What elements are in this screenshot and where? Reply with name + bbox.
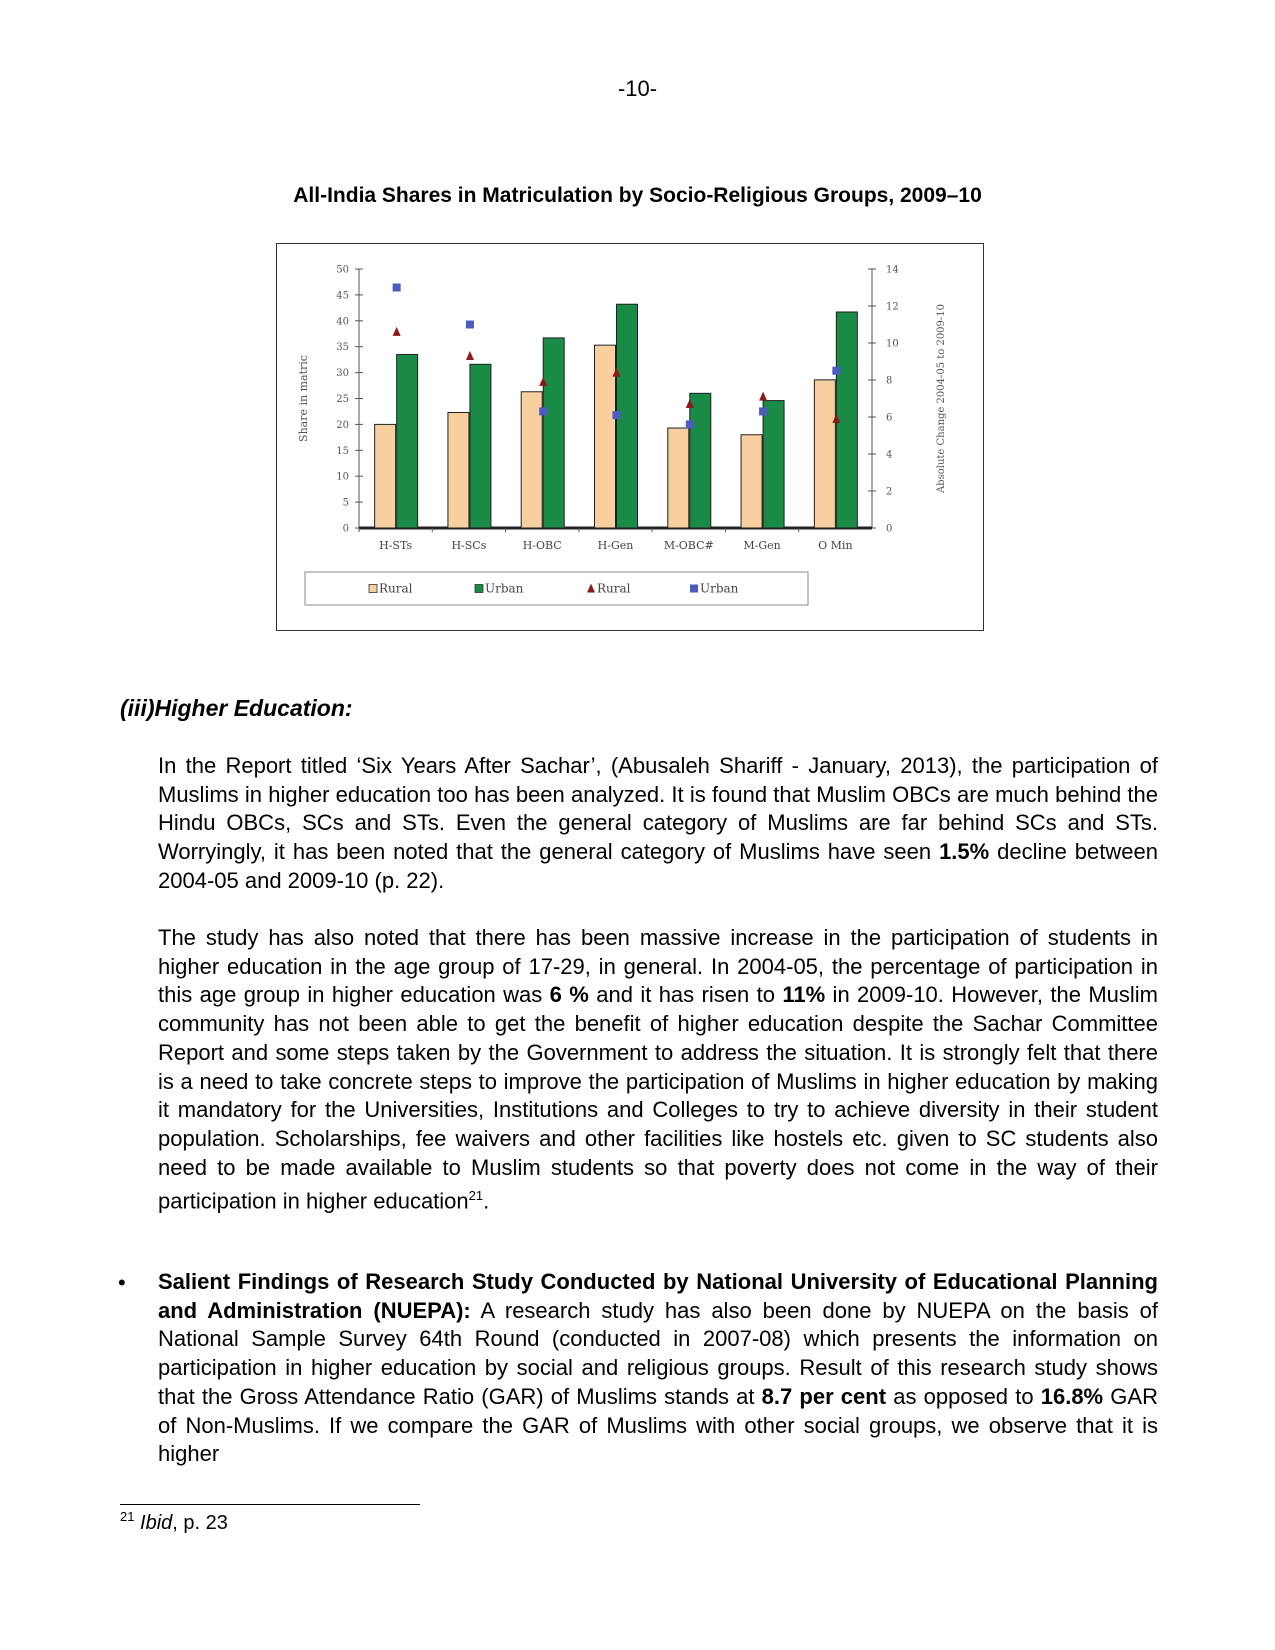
- y-left-tick-label: 30: [336, 368, 349, 380]
- x-tick-label: H-OBC: [522, 539, 562, 552]
- x-tick-label: H-STs: [379, 539, 413, 552]
- bar-urban-h-sts: [397, 354, 418, 528]
- y-left-tick-label: 50: [336, 264, 349, 276]
- marker-triangle-rural: [759, 392, 767, 401]
- y-right-tick-label: 10: [886, 338, 899, 350]
- bullet-text-1: A research study has also been done by NUEPA on the basis of National Sample Survey 64th Round (conducted in 2007-08) which presents the information on participation in higher education by social and religious groups. Result of this research study shows that the Gross Attendance Ratio (GAR) of Muslims stands at: [158, 1297, 1158, 1409]
- x-tick-label: H-Gen: [597, 539, 634, 552]
- bar-rural-h-scs: [448, 412, 469, 528]
- bullet-text-3: GAR of Non-Muslims. If we compare the GAR of Muslims with other social groups, we observe that it is higher: [158, 1383, 1158, 1467]
- footnote-reference: 21: [468, 1188, 484, 1204]
- marker-square-urban: [466, 321, 474, 329]
- marker-square-urban: [539, 407, 547, 415]
- paragraph-higher-education-study: [158, 924, 1158, 1216]
- bar-rural-h-obc: [521, 392, 542, 528]
- x-tick-label: M-Gen: [743, 539, 781, 552]
- marker-square-urban: [393, 284, 401, 292]
- paragraph2-text-3: in 2009-10. However, the Muslim community has not been able to get the benefit of higher education despite the Sachar Committee Report and some steps taken by the Government to address the situation. It is strongly felt that there is a need to take concrete steps to improve the participation of Muslims in higher education by making it mandatory for the Universities, Institutions and Colleges to try to achieve diversity in their student population. Scholarships, fee waivers and other facilities like hostels etc. given to SC students also need to be made available to Muslim students so that poverty does not come in the way of their participation in higher education: [158, 982, 1158, 1214]
- x-tick-label: O Min: [818, 539, 853, 552]
- bar-urban-h-scs: [470, 364, 491, 528]
- bar-rural-o min: [814, 380, 835, 528]
- bullet-bold-lead: Salient Findings of Research Study Conducted by National University of Educational Planning and Administration (NUEPA):: [158, 1269, 1158, 1323]
- bar-rural-m-gen: [741, 435, 762, 528]
- chart-title: All-India Shares in Matriculation by Socio-Religious Groups, 2009–10: [293, 184, 982, 207]
- paragraph2-bold-2: 11%: [782, 982, 826, 1008]
- y-right-tick-label: 0: [886, 523, 893, 535]
- footnote-number: 21: [120, 1509, 135, 1524]
- bar-urban-h-obc: [543, 338, 564, 528]
- legend-label: Rural: [597, 581, 631, 596]
- footnote-italic: Ibid: [140, 1512, 173, 1534]
- x-tick-label: H-SCs: [451, 539, 487, 552]
- footnote-divider: [120, 1504, 420, 1505]
- y-axis-left-title: Share in matric: [297, 355, 310, 442]
- legend-swatch-urban: [475, 585, 483, 593]
- bar-urban-o min: [836, 312, 857, 528]
- y-left-tick-label: 5: [342, 497, 349, 509]
- marker-square-urban: [686, 420, 694, 428]
- x-tick-label: M-OBC#: [663, 539, 714, 552]
- y-left-tick-label: 40: [336, 316, 349, 328]
- paragraph-sachar-report: [158, 752, 1158, 896]
- paragraph1-text-2: decline between 2004-05 and 2009-10 (p. 22).: [158, 839, 1158, 893]
- bullet-marker: •: [118, 1270, 126, 1295]
- legend-label: Urban: [485, 581, 524, 596]
- marker-triangle-rural: [466, 351, 474, 360]
- paragraph2-text-2: and it has risen to: [588, 982, 783, 1008]
- y-left-tick-label: 45: [336, 290, 349, 302]
- chart-frame: [276, 243, 984, 631]
- bar-urban-m-gen: [763, 401, 784, 528]
- y-left-tick-label: 10: [336, 471, 349, 483]
- marker-square-urban: [832, 367, 840, 375]
- y-right-tick-label: 4: [886, 449, 893, 461]
- legend-label: Urban: [700, 581, 739, 596]
- paragraph-nuepa-findings: [158, 1268, 1158, 1469]
- y-right-tick-label: 12: [886, 301, 899, 313]
- paragraph2-text-1: The study has also noted that there has been massive increase in the participation of students in higher education in the age group of 17-29, in general. In 2004-05, the percentage of participation in this age group in higher education was: [158, 925, 1158, 1008]
- marker-square-urban: [613, 411, 621, 419]
- y-left-tick-label: 35: [336, 342, 349, 354]
- bullet-bold-2: 16.8%: [1040, 1383, 1104, 1409]
- paragraph2-text-4: .: [483, 1188, 490, 1214]
- y-left-tick-label: 20: [336, 419, 349, 431]
- y-right-tick-label: 2: [886, 486, 893, 498]
- bar-rural-m-obc#: [668, 428, 689, 528]
- marker-triangle-rural: [393, 327, 401, 336]
- matriculation-chart: [277, 244, 985, 632]
- y-right-tick-label: 6: [886, 412, 893, 424]
- footnote: [120, 1509, 228, 1535]
- legend-label: Rural: [379, 581, 413, 596]
- page-number: -10-: [617, 76, 658, 101]
- bar-rural-h-sts: [375, 424, 396, 528]
- legend-swatch-rural: [369, 585, 377, 593]
- bar-urban-m-obc#: [690, 393, 711, 528]
- legend-swatch-square: [690, 585, 698, 593]
- y-left-tick-label: 0: [342, 523, 349, 535]
- y-right-tick-label: 14: [886, 264, 899, 276]
- paragraph1-bold-1: 1.5%: [939, 839, 990, 865]
- y-right-tick-label: 8: [886, 375, 893, 387]
- y-axis-right-title: Absolute Change 2004-05 to 2009-10: [936, 303, 947, 494]
- bar-rural-h-gen: [595, 345, 616, 528]
- footnote-rest: , p. 23: [172, 1512, 228, 1534]
- bullet-bold-1: 8.7 per cent: [761, 1383, 887, 1409]
- section-heading: (iii)Higher Education:: [120, 695, 353, 721]
- paragraph1-text-1: In the Report titled ‘Six Years After Sachar’, (Abusaleh Shariff - January, 2013), the participation of Muslims in higher education too has been analyzed. It is found that Muslim OBCs are much behind the Hindu OBCs, SCs and STs. Even the general category of Muslims are far behind SCs and STs. Worryingly, it has been noted that the general category of Muslims have seen: [158, 753, 1158, 865]
- marker-square-urban: [759, 407, 767, 415]
- paragraph2-bold-1: 6 %: [549, 982, 589, 1008]
- y-left-tick-label: 25: [336, 394, 349, 405]
- y-left-tick-label: 15: [336, 445, 349, 457]
- bullet-text-2: as opposed to: [886, 1383, 1041, 1409]
